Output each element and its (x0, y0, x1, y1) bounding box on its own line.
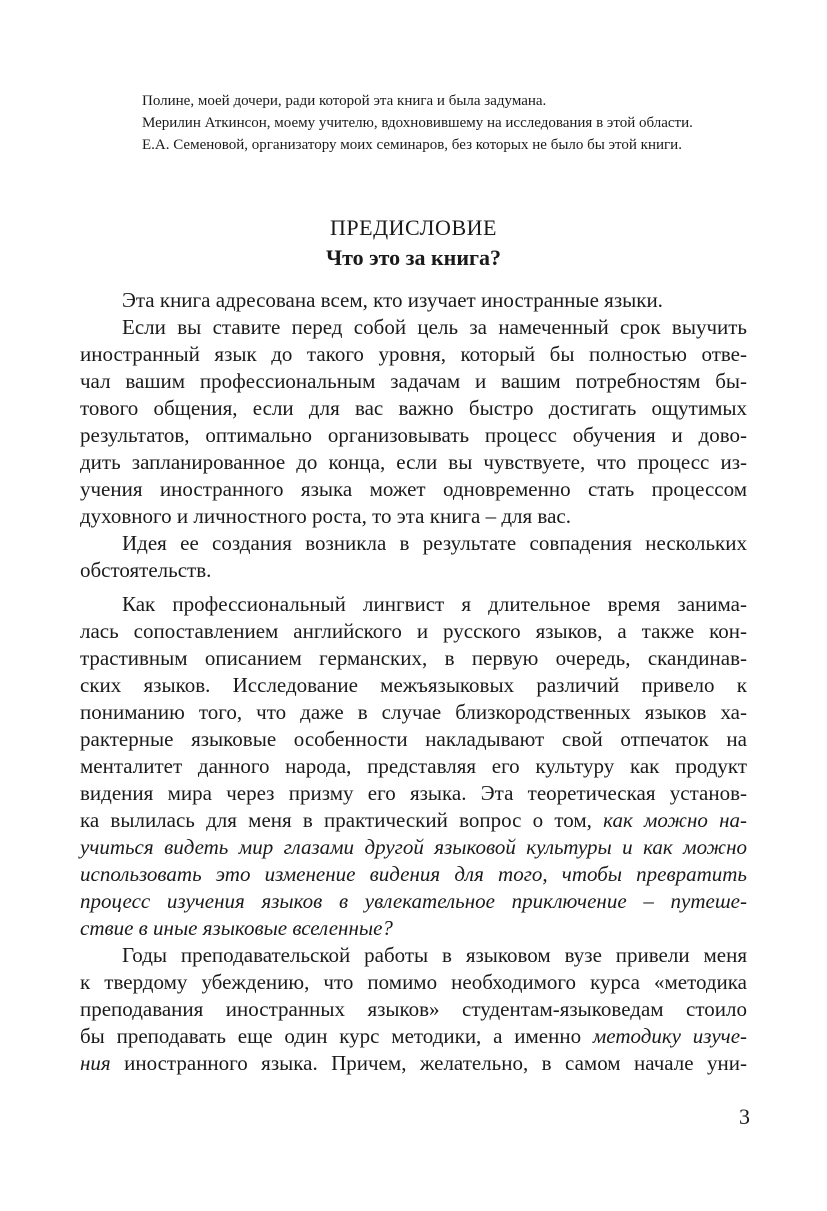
text-line: ских языков. Исследование межъязыковых различий привело к (80, 673, 747, 697)
text-run: бы преподавать еще один курс методики, а именно (80, 1024, 593, 1048)
text-line: рактерные языковые особенности накладывают свой отпечаток на (80, 727, 747, 751)
text-line: духовного и личностного роста, то эта книга – для вас. (80, 504, 571, 528)
text-line: ствие в иные языковые вселенные? (80, 916, 393, 940)
text-line: тового общения, если для вас важно быстро достигать ощутимых (80, 396, 747, 420)
dedication-line: Мерилин Аткинсон, моему учителю, вдохновившему на исследования в этой области. (142, 115, 693, 131)
dedication (142, 90, 782, 156)
body-text (80, 287, 747, 1077)
text-line: пониманию того, что даже в случае близкородственных языков ха- (80, 700, 747, 724)
text-line (80, 807, 747, 834)
text-line: лась сопоставлением английского и русского языков, а также кон- (80, 619, 747, 643)
text-line: видения мира через призму его языка. Эта теоретическая установ- (80, 781, 747, 805)
section-title: Что это за книга? (325, 245, 502, 270)
text-run: иностранного языка. Причем, желательно, в самом начале уни- (110, 1051, 747, 1075)
text-line: Как профессиональный лингвист я длительное время занима- (122, 592, 747, 616)
text-line: Эта книга адресована всем, кто изучает иностранные языки. (122, 288, 663, 312)
text-line: Если вы ставите перед собой цель за намеченный срок выучить (122, 315, 747, 339)
text-line: менталитет данного народа, представляя его культуру как продукт (80, 754, 747, 778)
text-line: преподавания иностранных языков» студентам-языковедам стоило (80, 997, 747, 1021)
text-line: иностранный язык до такого уровня, который бы полностью отве- (80, 342, 747, 366)
text-line (80, 1023, 747, 1050)
text-line: чал вашим профессиональным задачам и вашим потребностям бы- (80, 369, 747, 393)
dedication-line: Полине, моей дочери, ради которой эта книга и была задумана. (142, 93, 547, 109)
text-line: трастивным описанием германских, в первую очередь, скандинав- (80, 646, 747, 670)
text-line: дить запланированное до конца, если вы чувствуете, что процесс из- (80, 450, 747, 474)
text-line: процесс изучения языков в увлекательное приключение – путеше- (80, 889, 747, 913)
text-line: учения иностранного языка может одновременно стать процессом (80, 477, 747, 501)
italic-run: ния (80, 1051, 111, 1075)
text-line: Годы преподавательской работы в языковом вузе привели меня (122, 943, 747, 967)
text-line (80, 1050, 747, 1077)
dedication-line: Е.А. Семеновой, организатору моих семинаров, без которых не было бы этой книги. (142, 137, 682, 153)
text-line: обстоятельств. (80, 558, 212, 582)
italic-run: методику изуче- (592, 1024, 748, 1048)
text-line: Идея ее создания возникла в результате совпадения нескольких (122, 531, 747, 555)
text-line: к твердому убеждению, что помимо необходимого курса «методика (80, 970, 747, 994)
text-line: результатов, оптимально организовывать процесс обучения и дово- (80, 423, 747, 447)
text-line: учиться видеть мир глазами другой языковой культуры и как можно (80, 835, 747, 859)
section-heading: ПРЕДИСЛОВИЕ (330, 215, 497, 240)
text-run: ка вылилась для меня в практический вопрос о том, (80, 808, 604, 832)
text-line: использовать это изменение видения для того, чтобы превратить (80, 862, 747, 886)
italic-run: как можно на- (603, 808, 747, 832)
page-number: 3 (739, 1104, 750, 1129)
